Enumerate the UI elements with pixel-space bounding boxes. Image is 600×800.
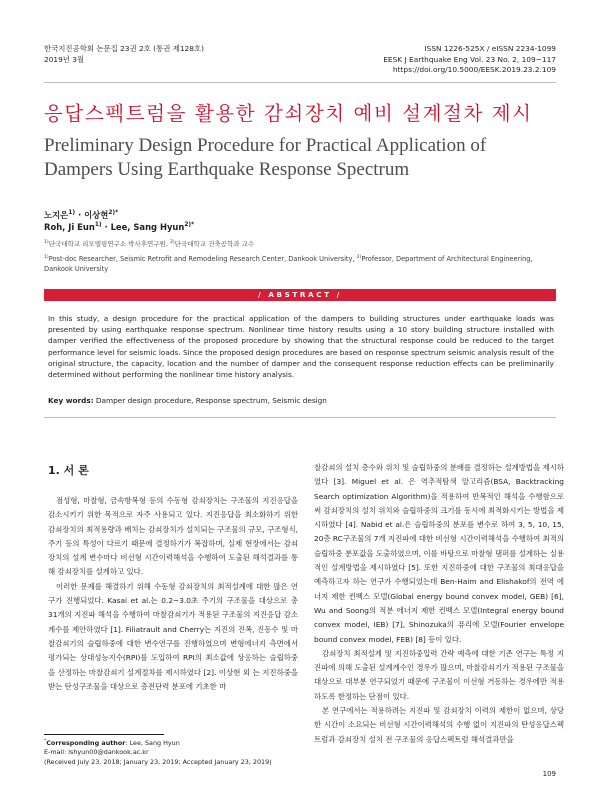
author-1-ko: 노지은 [44, 210, 69, 220]
affiliation-1-ko: 단국대학교 리모델링연구소 박사후연구원, [48, 240, 170, 248]
authors-english [44, 222, 194, 232]
page-number: 109 [542, 770, 556, 778]
corresponding-label: Corresponding author [46, 739, 126, 747]
affiliation-2-en: Professor, Department of Architectural Engineering, Dankook University [44, 255, 533, 273]
author-2-ko: 이상현 [84, 210, 109, 220]
journal-header-right [383, 44, 556, 76]
body-paragraph: 감쇠장치 최적설계 및 지진하중입력 간략 예측에 대한 기존 연구는 특정 지진파에 의해 도출된 설계계수인 경우가 많으며, 마찰감쇠기가 적용된 구조물을 대상으로 대부분 연구되었기 때문에 구조물이 이선형 거동하는 경우에만 적용하도록 한정하는 단점이 있다. [314, 648, 564, 701]
abstract-label-bar: / ABSTRACT / [44, 289, 556, 301]
section-heading-introduction: 1. 서 론 [48, 464, 89, 477]
corresponding-author [44, 739, 272, 748]
title-korean: 응답스펙트럼을 활용한 감쇠장치 예비 설계절차 제시 [44, 102, 533, 125]
keywords-line [48, 396, 327, 405]
affiliations-korean [44, 239, 254, 248]
abstract-text: In this study, a design procedure for the practical application of the dampers to building structures under earthquake loads was presented by using earthquake response spectrum. Nonlinear time history results using a 10 story building structure installed with damper verified the effectiveness of the proposed procedure by showing that the structural response could be reduced to the target performance level for seismic loads. Since the proposed design procedures are based on response spectrum seismic analysis result of the original structure, the capacity, location and the number of damper and the consequent response reduction effects can be preliminarily determined without performing the nonlinear time history analysis. [48, 314, 554, 380]
affiliations-english [44, 254, 558, 274]
author-1-ko-mark: 1) [68, 210, 76, 217]
body-paragraph: 이러한 문제를 해결하기 위해 수동형 감쇠장치의 최적설계에 대한 많은 연구가 진행되었다. Kasai et al.는 0.2~3.0초 주기의 구조물을 대상으로 총 31개의 지진파 해석을 수행하여 마찰감쇠기가 적용된 구조물의 지진응답 감소계수를 제안하였다 [1]. Filiatrault and Cherry는 지진의 진폭, 진동수 및 마찰감쇠기의 슬립하중에 대한 변수연구를 진행하였으며 변형에너지 측면에서 평가되는 상대성능지수(RPI)를 도입하여 RPI의 최소값에 상응하는 슬립하중을 산정하는 마찰감쇠기 설계절차를 제시하였다 [2]. 이상현 외 는 지진하중을 받는 탄성구조물을 대상으로 층전단력 분포에 기초한 마 [48, 581, 298, 691]
journal-name-ko: 한국지진공학회 논문집 23권 2호 (통권 제128호) [44, 44, 204, 53]
received-dates: (Received July 23, 2018; January 23, 2019; Accepted January 23, 2019) [44, 757, 272, 766]
body-paragraph: 찰감쇠의 설치 층수와 위치 및 슬립하중의 분배를 결정하는 설계방법을 제시하였다 [3]. Miguel et al. 은 역추적탐색 알고리즘(BSA, Backtracking Search optimization Algorithm)을 적용하여 반복적인 해석을 수행함으로써 감쇠장치의 설치 위치와 슬립하중의 크기를 동시에 최적화시키는 방법을 제시하였다 [4]. Nabid et al.은 슬립하중의 분포를 변수로 하여 3, 5, 10, 15, 20층 RC구조물의 7개 지진파에 대한 비선형 시간이력해석을 수행하여 최적의 슬립하중 분포값을 도출하였으며, 이를 바탕으로 마찰형 댐퍼를 설계하는 실용적인 설계방법을 제시하였다 [5]. 또한 지진하중에 대한 구조물의 최대응답을 예측하고자 하는 연구가 수행되었는데 Ben-Haim and Elishakof의 전역 에너지 제한 컨벡스 모델(Global energy bound convex model, GEB) [6], Wu and Soong의 적분 에너지 제한 컨벡스 모델(Integral energy bound convex model, IEB) [7], Shinozuka의 퓨리에 모델(Fourier envelope bound convex model, FEB) [8] 등이 있다. [314, 463, 564, 644]
header-divider [44, 82, 556, 83]
corresponding-name: : Lee, Sang Hyun [125, 739, 180, 747]
affiliation-1-en: Post-doc Researcher, Seismic Retrofit and Remodeling Research Center, Dankook University, [48, 255, 357, 263]
corresponding-mark: * [44, 738, 47, 744]
author-2-en-mark: 2)* [184, 222, 195, 229]
volume-line: EESK J Earthquake Eng Vol. 23 No. 2, 109~117 [383, 54, 556, 64]
author-1-en-mark: 1) [94, 222, 102, 229]
issue-date-ko: 2019년 3월 [44, 54, 85, 64]
keywords-label: Key words: [48, 396, 94, 405]
affiliation-mark: 1) [44, 239, 49, 245]
authors-korean [44, 209, 118, 221]
body-column-right [314, 461, 564, 747]
affiliation-mark: 2) [169, 239, 175, 245]
body-paragraph: 점성형, 마찰형, 금속항복형 등의 수동형 감쇠장치는 구조물의 지진응답을 감소시키기 위한 목적으로 자주 사용되고 있다. 지진응답을 최소화하기 위한 감쇠장치의 최적용량과 배치는 감쇠장치가 설치되는 구조물의 규모, 구조형식, 주기 등의 특성이 다르기 때문에 결정하기가 복잡하며, 실제 현장에서는 감쇠장치의 설계 변수마다 비선형 시간이력해석을 수행하여 도출된 해석결과를 통해 감쇠장치를 설계하고 있다. [48, 496, 298, 577]
doi-link[interactable]: https://doi.org/10.5000/EESK.2019.23.2.109 [392, 65, 556, 74]
author-email[interactable]: E-mail: lshyun00@dankook.ac.kr [44, 748, 149, 757]
author-separator: · [75, 210, 85, 220]
affiliation-mark: 1) [44, 254, 49, 260]
author-1-en: Roh, Ji Eun [44, 222, 95, 232]
author-separator: · [101, 222, 111, 232]
keywords-text: Damper design procedure, Response spectrum, Seismic design [93, 396, 327, 405]
body-paragraph: 본 연구에서는 적용하려는 지진파 및 감쇠장치 이력의 제한이 없으며, 상당한 시간이 소요되는 비선형 시간이력해석의 수행 없이 지진파의 탄성응답스펙트럼과 감쇠장치 설치 전 구조물의 응답스펙트럼 해석결과만을 [314, 706, 564, 744]
affiliation-2-ko: 단국대학교 건축공학과 교수 [174, 240, 255, 248]
title-english: Preliminary Design Procedure for Practical Application of Dampers Using Earthquake Response Spectrum [44, 135, 487, 180]
author-2-en: Lee, Sang Hyun [110, 222, 185, 232]
author-2-ko-mark: 2)* [108, 210, 119, 217]
issn-line: ISSN 1226-525X / eISSN 2234-1099 [424, 44, 556, 53]
affiliation-mark: 2) [356, 254, 362, 260]
footnote-divider [44, 734, 164, 735]
body-column-left [48, 494, 298, 694]
footnote [44, 739, 272, 767]
journal-header-left [44, 44, 204, 65]
abstract-divider [44, 417, 556, 418]
